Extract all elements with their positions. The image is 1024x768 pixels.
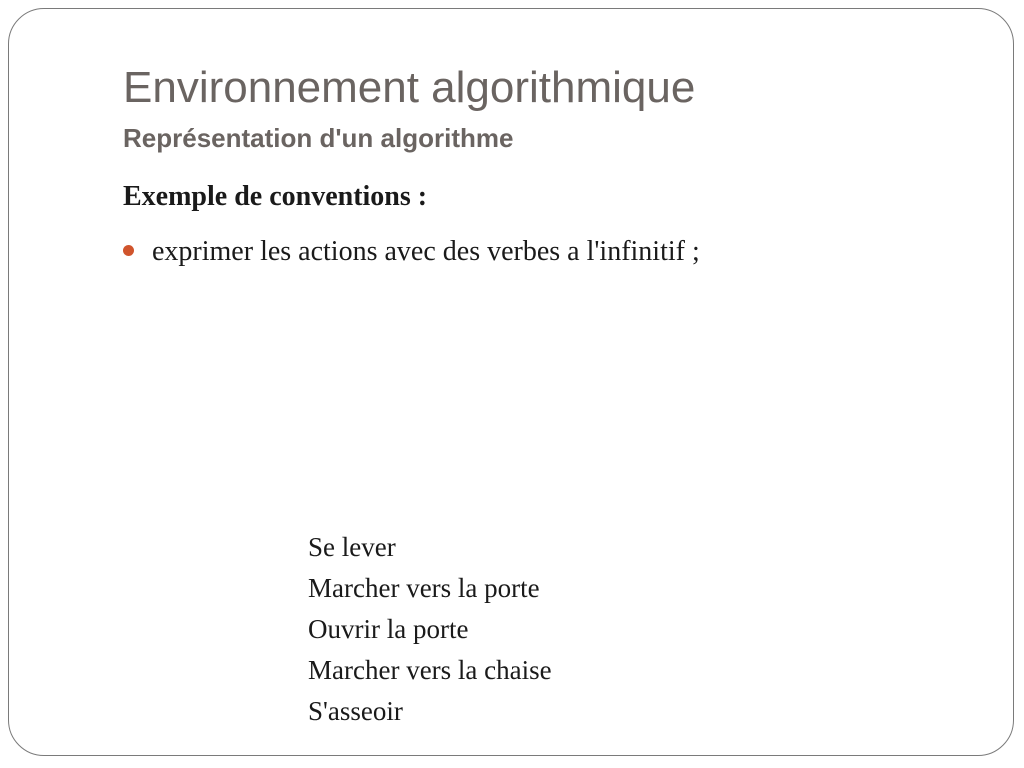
bullet-text: exprimer les actions avec des verbes a l'infinitif ; [152, 236, 700, 267]
algorithm-step: Marcher vers la chaise [308, 655, 552, 685]
bullet-item [123, 234, 700, 270]
algorithm-step: Se lever [308, 532, 396, 562]
algorithm-step: S'asseoir [308, 696, 403, 726]
algorithm-steps-list [308, 527, 552, 732]
section-heading: Exemple de conventions : [123, 181, 428, 212]
algorithm-step: Marcher vers la porte [308, 573, 540, 603]
algorithm-step: Ouvrir la porte [308, 614, 469, 644]
bullet-dot-icon [123, 245, 134, 256]
slide-frame [8, 8, 1014, 756]
slide-subtitle: Représentation d'un algorithme [123, 123, 514, 153]
slide-title: Environnement algorithmique [123, 63, 696, 112]
